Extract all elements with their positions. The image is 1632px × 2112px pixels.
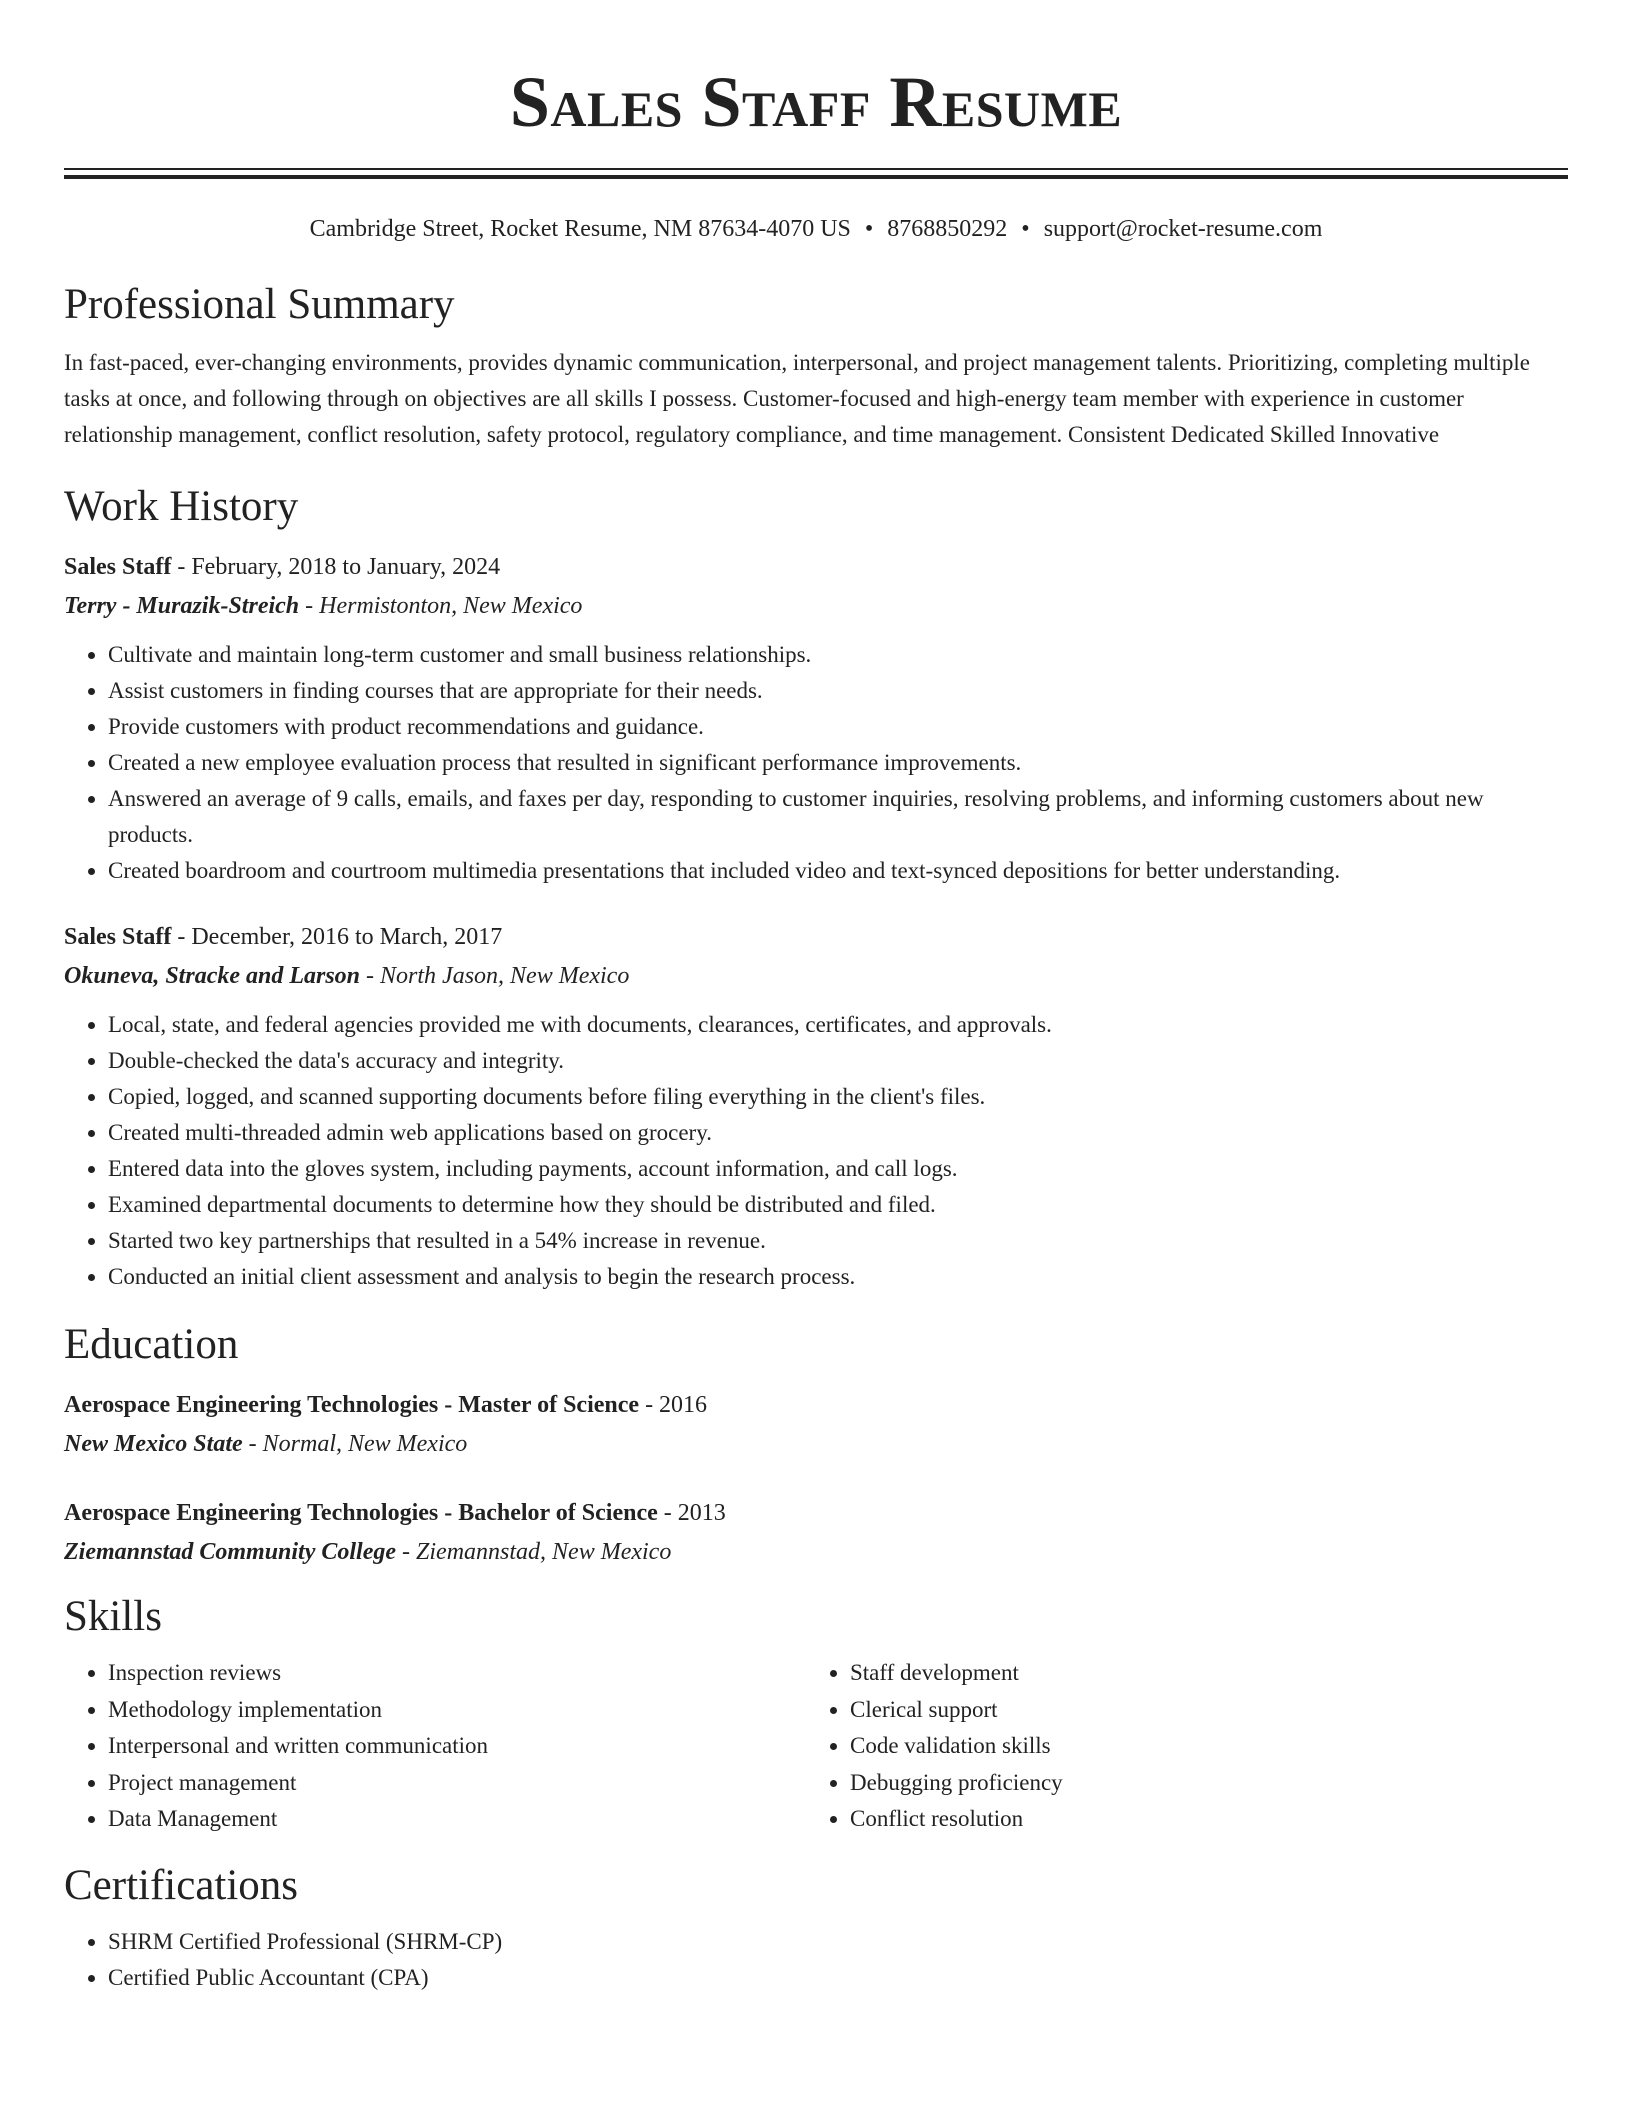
skills-heading: Skills [64,1593,162,1640]
job-company: Terry - Murazik-Streich [64,593,300,619]
job-title: Sales Staff [64,924,172,950]
contact-email: support@rocket-resume.com [1043,216,1323,242]
skill-item: • Project management [108,1765,806,1802]
list-item: • Entered data into the gloves system, including payments, account information, and call logs. [108,1151,1568,1187]
degree-line [64,1493,1568,1533]
job-title-line [64,917,1568,957]
skills-grid [64,1655,1568,1838]
school-location: - Normal, New Mexico [242,1431,468,1457]
education-entry [64,1493,1568,1571]
title-divider-thick [64,175,1568,179]
list-item: • Started two key partnerships that resulted in a 54% increase in revenue. [108,1223,1568,1259]
skill-item: • Code validation skills [850,1728,1548,1765]
skill-item: • Inspection reviews [108,1655,806,1692]
degree-line [64,1385,1568,1425]
contact-line [64,211,1568,247]
certifications-heading: Certifications [64,1861,299,1909]
job-location: - Hermistonton, New Mexico [299,593,583,619]
degree-year: - 2013 [657,1500,726,1526]
job-duties-list [64,1007,1568,1295]
skill-item: • Staff development [850,1655,1548,1692]
education-heading: Education [64,1321,239,1368]
job-location: - North Jason, New Mexico [360,963,630,989]
contact-phone: 8768850292 [887,216,1008,242]
job-entry [64,547,1568,889]
school-line [64,1425,1568,1463]
school-location: - Ziemannstad, New Mexico [396,1539,672,1565]
contact-separator: • [1021,216,1030,242]
certification-item: • Certified Public Accountant (CPA) [108,1960,1568,1996]
skills-list-left [64,1655,806,1838]
skill-item: • Clerical support [850,1692,1548,1729]
list-item: • Conducted an initial client assessment and analysis to begin the research process. [108,1259,1568,1295]
job-duties-list [64,637,1568,889]
school: New Mexico State [64,1431,243,1457]
list-item: • Created multi-threaded admin web applications based on grocery. [108,1115,1568,1151]
list-item: • Created a new employee evaluation process that resulted in significant performance improvements. [108,745,1568,781]
title-divider-thin [64,168,1568,170]
list-item: • Answered an average of 9 calls, emails, and faxes per day, responding to customer inquiries, resolving problems, and informing customers about new products. [108,781,1568,853]
certifications-list [64,1924,1568,1996]
summary-heading: Professional Summary [64,281,455,328]
job-dates: - February, 2018 to January, 2024 [171,554,501,580]
resume-title: Sales Staff Resume [509,62,1123,142]
certification-item: • SHRM Certified Professional (SHRM-CP) [108,1924,1568,1960]
job-dates: - December, 2016 to March, 2017 [171,924,503,950]
skills-list-right [806,1655,1548,1838]
skill-item: • Methodology implementation [108,1692,806,1729]
list-item: • Cultivate and maintain long-term customer and small business relationships. [108,637,1568,673]
education-entry [64,1385,1568,1463]
list-item: • Assist customers in finding courses that are appropriate for their needs. [108,673,1568,709]
job-title: Sales Staff [64,554,172,580]
job-title-line [64,547,1568,587]
list-item: • Provide customers with product recommendations and guidance. [108,709,1568,745]
job-entry [64,917,1568,1295]
school-line [64,1533,1568,1571]
degree: Aerospace Engineering Technologies - Master of Science [64,1392,640,1418]
degree-year: - 2016 [639,1392,708,1418]
list-item: • Copied, logged, and scanned supporting documents before filing everything in the client's files. [108,1079,1568,1115]
list-item: • Created boardroom and courtroom multimedia presentations that included video and text-synced depositions for better understanding. [108,853,1568,889]
list-item: • Double-checked the data's accuracy and integrity. [108,1043,1568,1079]
skill-item: • Debugging proficiency [850,1765,1548,1802]
job-company-line [64,587,1568,625]
skill-item: • Conflict resolution [850,1801,1548,1838]
job-company: Okuneva, Stracke and Larson [64,963,361,989]
school: Ziemannstad Community College [64,1539,397,1565]
work-history-heading: Work History [64,483,299,530]
skill-item: • Interpersonal and written communication [108,1728,806,1765]
contact-address: Cambridge Street, Rocket Resume, NM 87634-4070 US [309,216,851,242]
list-item: • Examined departmental documents to determine how they should be distributed and filed. [108,1187,1568,1223]
degree: Aerospace Engineering Technologies - Bachelor of Science [64,1500,658,1526]
job-company-line [64,957,1568,995]
skill-item: • Data Management [108,1801,806,1838]
contact-separator: • [864,216,874,242]
summary-text: In fast-paced, ever-changing environments, provides dynamic communication, interpersonal, and project management talents. Prioritizing, completing multiple tasks at once, and following through on objectives are all skills I possess. Customer-focused and high-energy team member with experience in customer relationship management, conflict resolution, safety protocol, regulatory compliance, and time management. Consistent Dedicated Skilled Innovative [64,350,1530,447]
list-item: • Local, state, and federal agencies provided me with documents, clearances, certificates, and approvals. [108,1007,1568,1043]
